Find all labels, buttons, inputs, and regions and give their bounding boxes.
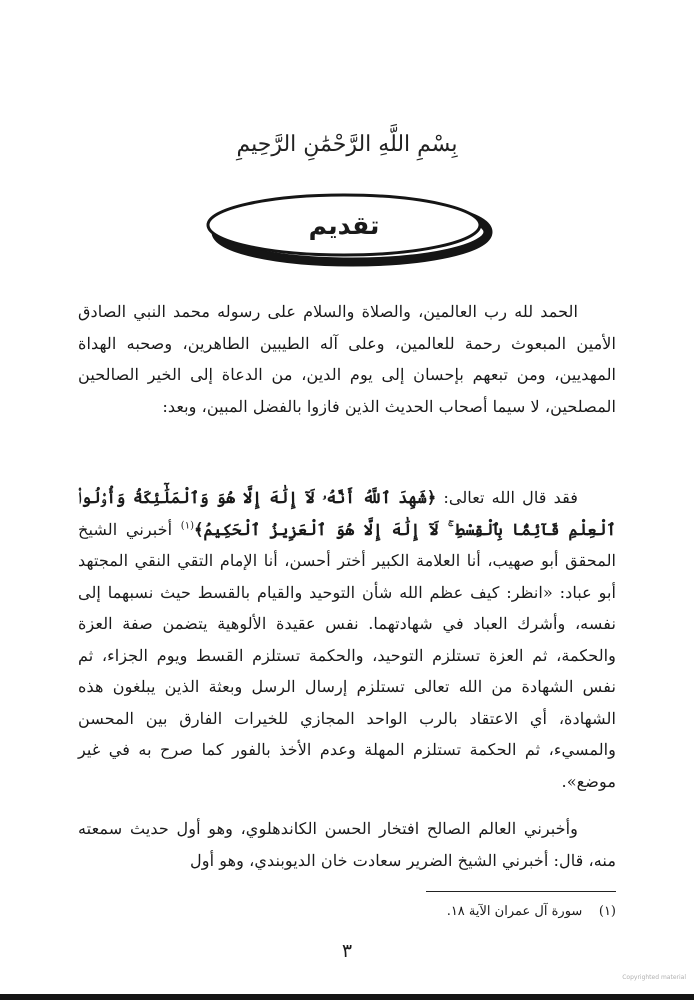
title-badge	[205, 190, 505, 272]
commentary-text: أخبرني الشيخ المحقق أبو صهيب، أنا العلامة الكبير أختر أحسن، أنا الإمام التقي النقي المجتهد أبو عباد: «انظر: كيف عظم الله شأن التوحيد والقيام بالقسط حيث نسبهما إلى نفسه، وأشرك العباد في شهادتهما. نفس عقيدة الألوهية يتضمن صفة العزة والحكمة، ثم العزة تستلزم التوحيد، والحكمة تستلزم القسط ويوم الجزاء، ثم نفس الشهادة من الله تعالى تستلزم إرسال الرسل وبعثة الذين يبلغون هذه الشهادة، أي الاعتقاد بالرب الواحد المجازي للخيرات الفارق بين المحسن والمسيء، ثم الحكمة تستلزم المهلة وعدم الأخذ بالفور كما صرح به في غير موضع».	[78, 519, 616, 791]
footnote	[447, 903, 616, 921]
copyright-watermark: Copyrighted material	[622, 974, 686, 981]
footnote-divider	[426, 891, 616, 892]
paragraph-opening: الحمد لله رب العالمين، والصلاة والسلام على رسوله محمد النبي الصادق الأمين المبعوث رحمة للعالمين، وعلى آله الطيبين الطاهرين، وصحبه الهداة المهديين، ومن تبعهم بإحسان إلى يوم الدين، من الدعاة إلى الخير الصالحين المصلحين، لا سيما أصحاب الحديث الذين فازوا بالفضل المبين، وبعد:	[78, 302, 616, 416]
quran-verse: ﴿شَهِدَ ٱللَّهُ أَنَّهُۥ لَآ إِلَٰهَ إِلَّا هُوَ وَٱلْمَلَٰٓئِكَةُ وَأُو۟لُوا۟ ٱلْعِلْمِ قَآئِمًۢا بِٱلْقِسْطِ ۚ لَآ إِلَٰهَ إِلَّا هُوَ ٱلْعَزِيزُ ٱلْحَكِيمُ﴾	[78, 488, 616, 539]
verse-intro: فقد قال الله تعالى:	[436, 488, 578, 507]
page-number: ٣	[341, 940, 353, 962]
paragraph-verse-commentary	[78, 482, 616, 797]
paragraph-chain: وأخبرني العالم الصالح افتخار الحسن الكاندهلوي، وهو أول حديث سمعته منه، قال: أخبرني الشيخ الضرير سعادت خان الديوبندي، وهو أول	[78, 819, 616, 870]
footnote-text: سورة آل عمران الآية ١٨.	[446, 904, 583, 919]
page-title: تقديم	[308, 210, 380, 240]
footnote-reference[interactable]: (١)	[180, 520, 194, 532]
page-bottom-bar	[0, 994, 694, 1000]
footnote-number: (١)	[598, 904, 616, 919]
basmala-heading: بِسْمِ اللَّهِ الرَّحْمَٰنِ الرَّحِيمِ	[236, 132, 458, 157]
